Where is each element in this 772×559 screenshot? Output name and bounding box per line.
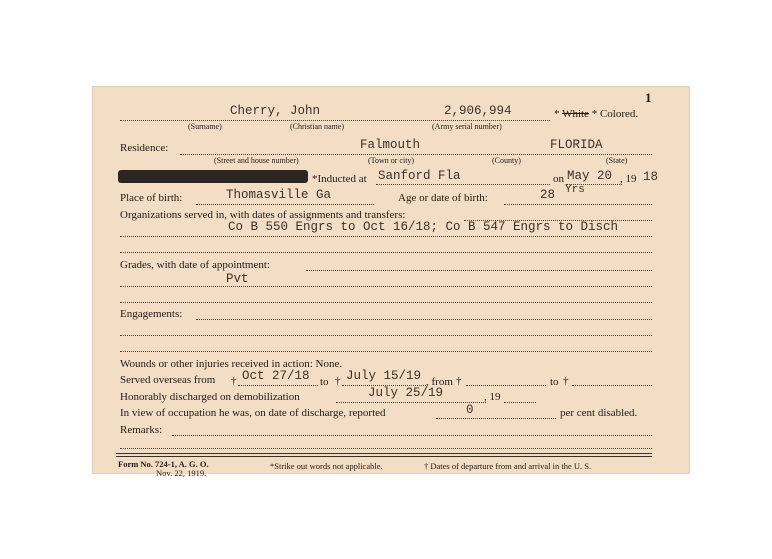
army-serial-number: 2,906,994 [444,104,512,118]
overseas-departure: Oct 27/18 [242,369,310,383]
age-line [504,204,652,205]
place-of-birth: Thomasville Ga [226,188,332,202]
age-unit: Yrs [565,184,585,196]
grades-line-1 [306,270,652,271]
white-option: White [562,108,589,120]
overseas-return: July 15/19 [346,369,422,383]
induction-year: 18 [643,170,659,184]
disability-suffix: per cent disabled. [560,407,638,419]
engagements-line-2 [120,335,652,336]
overseas-from-2-line [466,385,546,386]
overseas-departure-line [238,385,318,386]
redacted-text-block [118,170,308,183]
overseas-to-2-line [572,385,652,386]
disability-label: In view of occupation he was, on date of discharge, reported [120,407,386,419]
footnote-strike: *Strike out words not applicable. [270,461,383,471]
induction-place-line [376,184,550,185]
name-line [120,120,550,121]
footer-rule-2 [116,456,652,457]
grades-line-3 [120,302,652,303]
organizations-label: Organizations served in, with dates of assignments and transfers: [120,209,406,221]
surname-caption: (Surname) [188,122,222,131]
footnote-dates: † Dates of departure from and arrival in the U. S. [424,461,592,471]
discharge-line [336,402,486,403]
induction-place: Sanford Fla [378,169,461,183]
grade-value: Pvt [226,272,249,286]
discharge-year-label: , 19 [484,391,501,403]
grades-label: Grades, with date of appointment: [120,259,270,271]
form-date: Nov. 22, 1919. [156,468,207,478]
wounds-label: Wounds or other injuries received in action: None. [120,358,343,370]
remarks-label: Remarks: [120,424,163,436]
service-record-card [92,86,690,478]
town-caption: (Town or city) [368,156,415,165]
engagements-line-3 [120,351,652,352]
to-label-2: to [550,376,559,388]
remarks-line-2 [120,448,652,449]
place-of-birth-line [196,204,374,205]
race-options [554,108,638,120]
age-value: 28 [540,188,556,202]
dagger-3: † [456,375,462,387]
inducted-at-label: *Inducted at [312,173,367,185]
engagements-line-1 [196,319,652,320]
grades-line-2 [120,286,652,287]
residence-label: Residence: [120,142,169,154]
discharge-year-line [504,402,536,403]
christian-name-caption: (Christian name) [290,122,344,131]
discharge-date: July 25/19 [368,386,444,400]
discharge-label: Honorably discharged on demobilization [120,391,300,403]
served-overseas-label: Served overseas from [120,374,216,386]
serial-caption: (Army serial number) [432,122,502,131]
remarks-line-1 [172,435,652,436]
induction-date: May 20 [567,169,613,183]
card-number: 1 [645,90,652,105]
form-number: Form No. 724-1, A. G. O. [118,459,209,469]
to-label-1: to [320,376,329,388]
dagger-4: † [563,375,569,387]
soldier-name: Cherry, John [230,104,321,118]
place-of-birth-label: Place of birth: [120,192,183,204]
asterisk: * [554,108,560,120]
organizations-line-2 [120,236,652,237]
from-label-2: , from [426,376,453,388]
disability-line [436,418,556,419]
county-caption: (County) [492,156,521,165]
on-label: on [553,173,564,185]
colored-option: * Colored. [591,108,639,120]
state-caption: (State) [606,156,628,165]
residence-line [180,154,652,155]
footer-rule-1 [116,453,652,454]
age-label: Age or date of birth: [398,192,488,204]
dagger-2: † [335,375,341,387]
street-caption: (Street and house number) [214,156,299,165]
residence-town: Falmouth [360,138,421,152]
engagements-label: Engagements: [120,308,183,320]
residence-state: FLORIDA [550,138,603,152]
dagger-1: † [231,375,237,387]
organizations-value: Co B 550 Engrs to Oct 16/18; Co B 547 Engrs to Disch [228,220,619,234]
induction-year-prefix: , 19 [620,173,637,185]
disability-percent: 0 [466,403,474,417]
organizations-line-3 [120,252,652,253]
